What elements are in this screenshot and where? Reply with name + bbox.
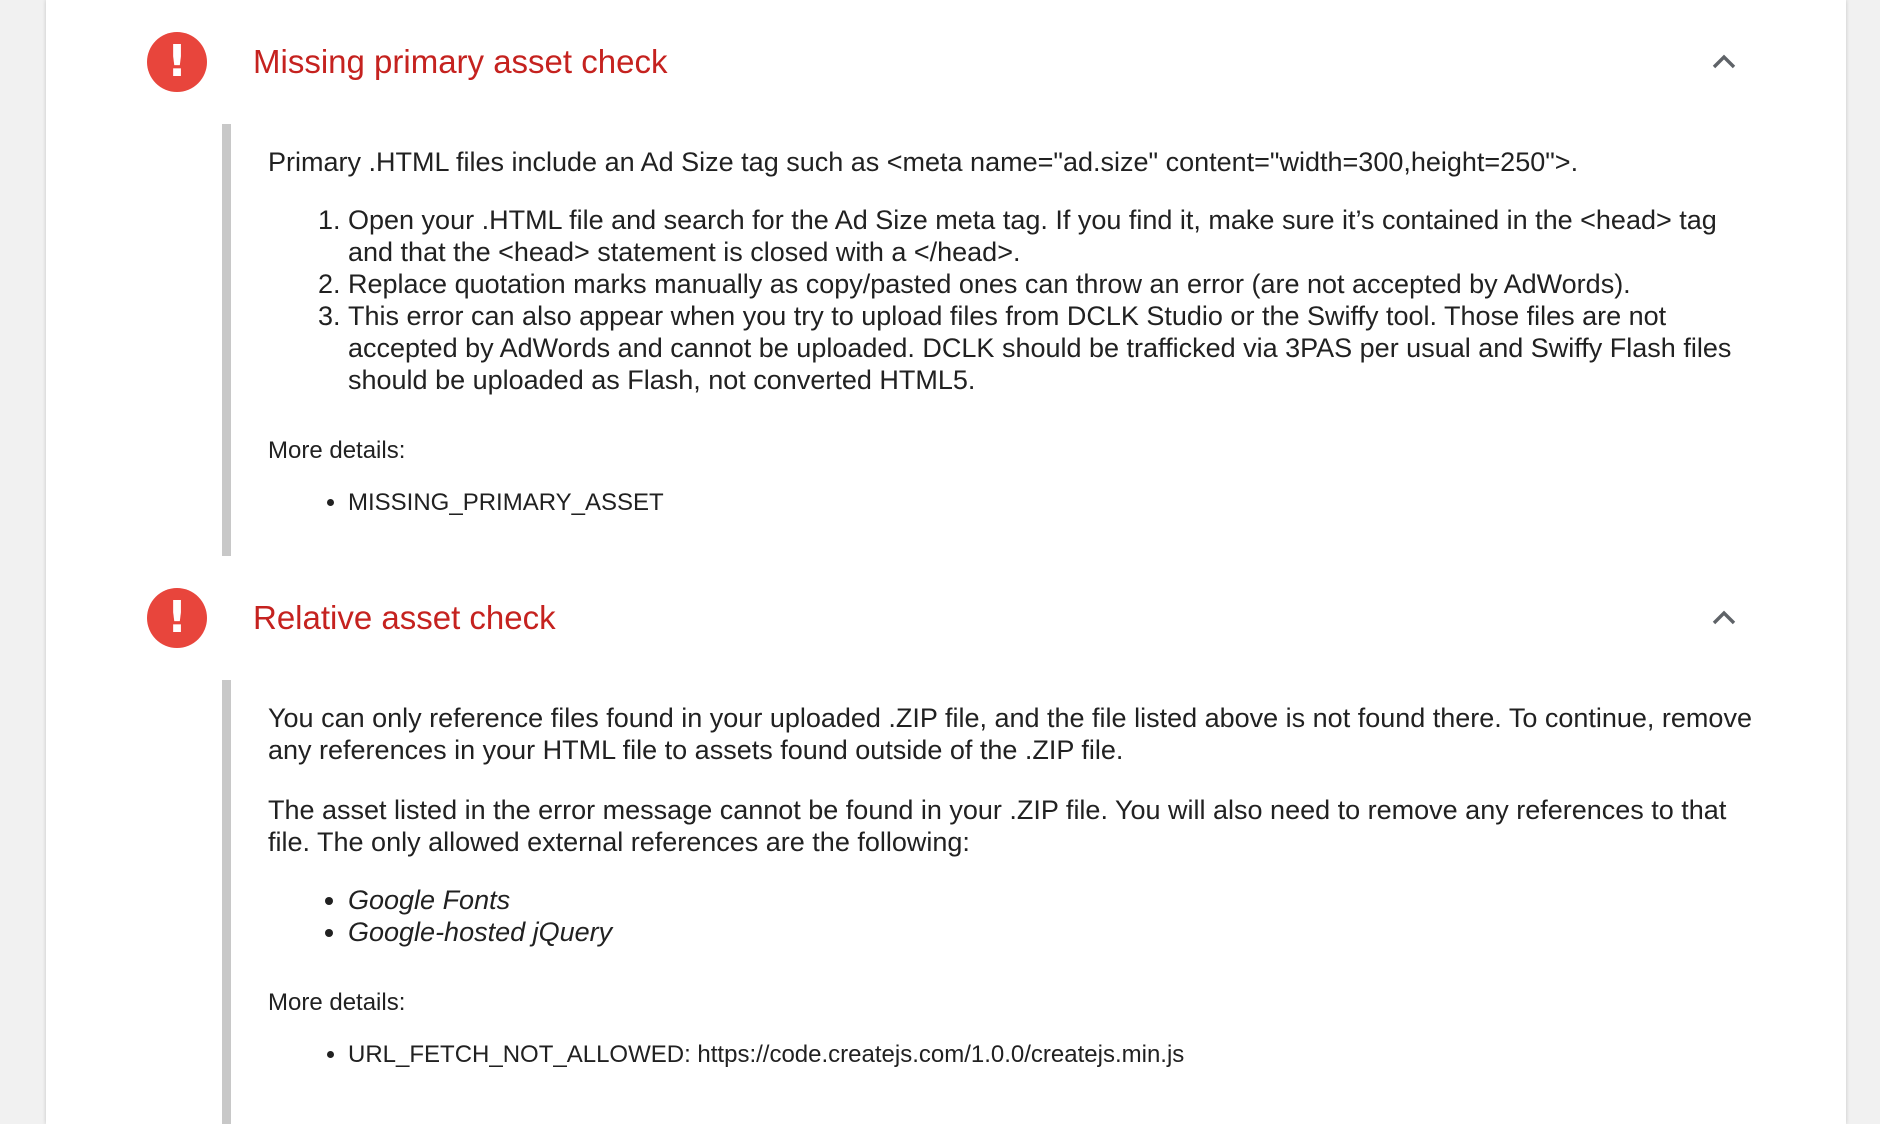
- list-item: • Google-hosted jQuery: [348, 916, 1772, 948]
- list-item: 1. Open your .HTML file and search for the Ad Size meta tag. If you find it, make sure it’s contained in the <head> tag and that the <head> statement is closed with a </head>.: [348, 204, 1768, 268]
- fix-steps-list: [268, 204, 1768, 396]
- check-details: [222, 680, 1772, 1124]
- list-item: • MISSING_PRIMARY_ASSET: [348, 488, 1772, 518]
- check-details: [222, 124, 1772, 556]
- allowed-references-list: [268, 884, 1772, 948]
- list-item: 2. Replace quotation marks manually as copy/pasted ones can throw an error (are not accepted by AdWords).: [348, 268, 1768, 300]
- check-paragraph: The asset listed in the error message cannot be found in your .ZIP file. You will also need to remove any references to that file. The only allowed external references are the following:: [268, 795, 1727, 857]
- list-item: • URL_FETCH_NOT_ALLOWED: https://code.createjs.com/1.0.0/createjs.min.js: [348, 1040, 1772, 1070]
- check-header[interactable]: [46, 556, 1846, 680]
- check-paragraph: You can only reference files found in your uploaded .ZIP file, and the file listed above is not found there. To continue, remove any references in your HTML file to assets found outside of the .ZIP file.: [268, 703, 1752, 765]
- error-icon: !: [147, 588, 207, 648]
- check-section-missing-primary-asset: [46, 0, 1846, 516]
- check-title[interactable]: Missing primary asset check: [253, 43, 668, 80]
- more-details-label: More details:: [268, 437, 406, 464]
- check-section-relative-asset: [46, 556, 1846, 1068]
- chevron-up-icon[interactable]: [1708, 46, 1740, 78]
- more-details-label: More details:: [268, 989, 406, 1016]
- list-item: 3. This error can also appear when you try to upload files from DCLK Studio or the Swiffy tool. Those files are not accepted by AdWords and cannot be uploaded. DCLK should be trafficked via 3PAS per usual and Swiffy Flash files should be uploaded as Flash, not converted HTML5.: [348, 300, 1768, 396]
- details-list: [268, 1040, 1772, 1070]
- check-header[interactable]: [46, 0, 1846, 124]
- validation-results-card: [46, 0, 1846, 1124]
- error-icon: !: [147, 32, 207, 92]
- list-item: • Google Fonts: [348, 884, 1772, 916]
- chevron-up-icon[interactable]: [1708, 602, 1740, 634]
- check-title[interactable]: Relative asset check: [253, 599, 556, 636]
- check-intro: Primary .HTML files include an Ad Size tag such as <meta name="ad.size" content="width=300,height=250">.: [268, 147, 1579, 177]
- details-list: [268, 488, 1772, 518]
